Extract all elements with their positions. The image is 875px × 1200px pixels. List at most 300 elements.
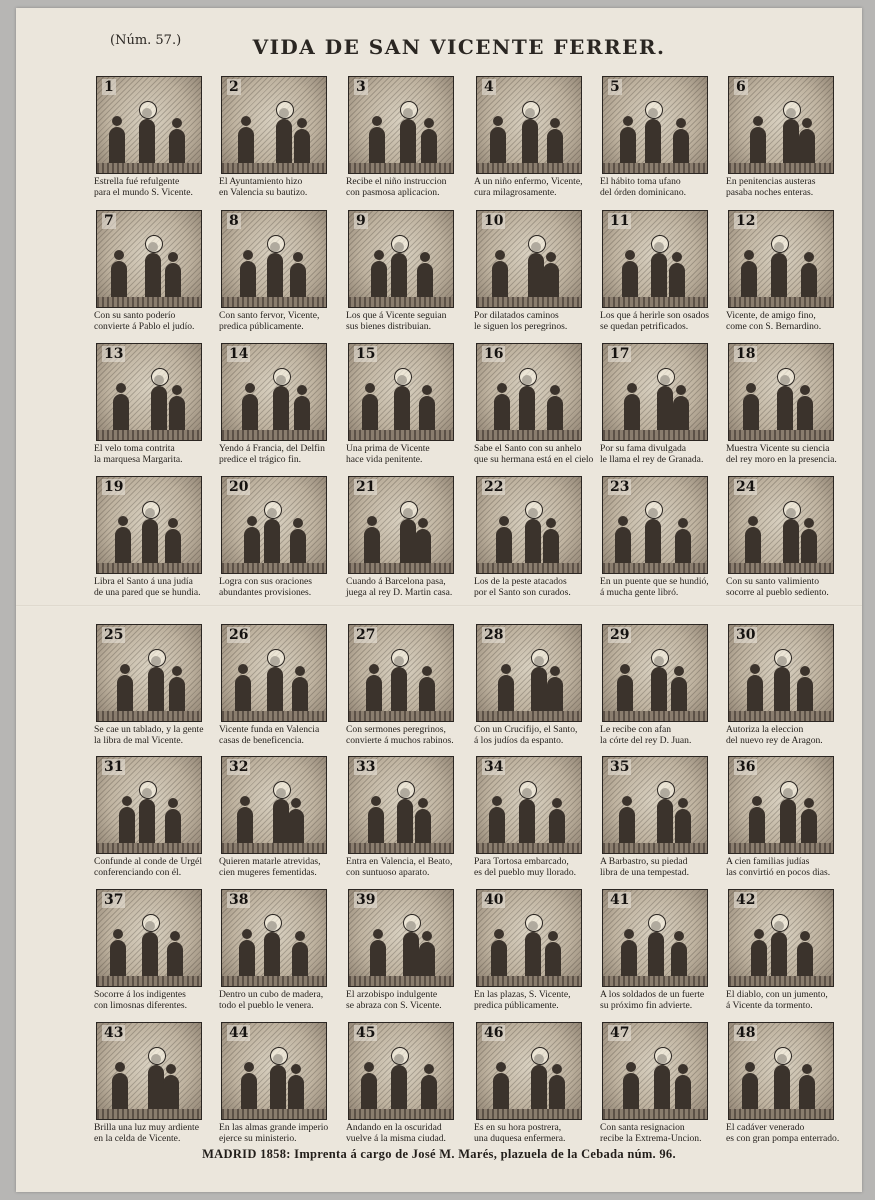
halo-shape bbox=[780, 781, 798, 799]
halo-shape bbox=[651, 649, 669, 667]
ground-shape bbox=[349, 163, 453, 173]
caption-line-2: del órden dominicano. bbox=[600, 187, 687, 198]
caption-line-2: come con S. Bernardino. bbox=[726, 321, 822, 332]
woodcut-illustration bbox=[728, 343, 834, 441]
woodcut-illustration bbox=[476, 1022, 582, 1120]
ground-shape bbox=[222, 163, 326, 173]
panel bbox=[221, 889, 333, 1023]
panel-caption bbox=[600, 310, 716, 332]
panel-number: 15 bbox=[356, 346, 376, 362]
figure-shape bbox=[267, 253, 283, 301]
figure-shape bbox=[783, 519, 799, 567]
figure-shape bbox=[244, 527, 260, 567]
woodcut-illustration bbox=[96, 343, 202, 441]
panel-caption bbox=[219, 310, 335, 332]
figure-shape bbox=[645, 119, 661, 167]
figure-shape bbox=[496, 527, 512, 567]
caption-line-2: convierte á muchos rabinos. bbox=[346, 735, 454, 746]
panel-number: 14 bbox=[229, 346, 249, 362]
figure-shape bbox=[543, 263, 559, 301]
halo-shape bbox=[531, 1047, 549, 1065]
figure-shape bbox=[368, 807, 384, 847]
panel-caption bbox=[474, 576, 590, 598]
figure-shape bbox=[620, 127, 636, 167]
woodcut-illustration bbox=[602, 756, 708, 854]
figure-shape bbox=[142, 932, 158, 980]
figure-shape bbox=[651, 667, 667, 715]
ground-shape bbox=[603, 563, 707, 573]
caption-line-2: conferenciando con él. bbox=[94, 867, 182, 878]
halo-shape bbox=[774, 649, 792, 667]
figure-shape bbox=[780, 799, 796, 847]
ground-shape bbox=[349, 1109, 453, 1119]
figure-shape bbox=[290, 263, 306, 301]
halo-shape bbox=[400, 101, 418, 119]
caption-line-2: predica públicamente. bbox=[219, 321, 304, 332]
panel-number: 29 bbox=[610, 627, 630, 643]
woodcut-illustration bbox=[728, 76, 834, 174]
woodcut-illustration bbox=[728, 889, 834, 987]
woodcut-illustration bbox=[221, 210, 327, 308]
halo-shape bbox=[645, 501, 663, 519]
figure-shape bbox=[783, 119, 799, 167]
caption-line-2: se quedan petrificados. bbox=[600, 321, 689, 332]
figure-shape bbox=[364, 527, 380, 567]
caption-line-2: una duquesa enfermera. bbox=[474, 1133, 566, 1144]
figure-shape bbox=[370, 940, 386, 980]
panel bbox=[348, 343, 460, 477]
halo-shape bbox=[145, 235, 163, 253]
figure-shape bbox=[366, 675, 382, 715]
woodcut-illustration bbox=[602, 343, 708, 441]
panel-number: 22 bbox=[484, 479, 504, 495]
halo-shape bbox=[264, 501, 282, 519]
figure-shape bbox=[403, 932, 419, 980]
figure-shape bbox=[490, 127, 506, 167]
panel-number: 10 bbox=[484, 213, 504, 229]
figure-shape bbox=[801, 809, 817, 847]
panel-caption bbox=[94, 1122, 210, 1144]
panel-number: 46 bbox=[484, 1025, 504, 1041]
caption-line-2: vuelve á la misma ciudad. bbox=[346, 1133, 446, 1144]
halo-shape bbox=[400, 501, 418, 519]
caption-line-2: ejerce su ministerio. bbox=[219, 1133, 297, 1144]
panel bbox=[348, 756, 460, 890]
figure-shape bbox=[494, 394, 510, 434]
panel-number: 44 bbox=[229, 1025, 249, 1041]
caption-line-2: sus bienes distribuian. bbox=[346, 321, 432, 332]
caption-line-2: pasaba noches enteras. bbox=[726, 187, 814, 198]
halo-shape bbox=[522, 101, 540, 119]
halo-shape bbox=[657, 781, 675, 799]
ground-shape bbox=[349, 711, 453, 721]
ground-shape bbox=[477, 1109, 581, 1119]
figure-shape bbox=[169, 129, 185, 167]
panel bbox=[728, 76, 840, 210]
panel bbox=[476, 1022, 588, 1156]
panel bbox=[728, 343, 840, 477]
caption-line-2: libra de una tempestad. bbox=[600, 867, 689, 878]
caption-line-1: Con su santo poderío bbox=[94, 310, 176, 321]
panel-caption bbox=[219, 856, 335, 878]
figure-shape bbox=[747, 675, 763, 715]
figure-shape bbox=[777, 386, 793, 434]
panel bbox=[348, 889, 460, 1023]
caption-line-2: predica públicamente. bbox=[474, 1000, 559, 1011]
ground-shape bbox=[222, 563, 326, 573]
panel-caption bbox=[219, 576, 335, 598]
panel bbox=[96, 889, 208, 1023]
caption-line-1: Se cae un tablado, y la gente bbox=[94, 724, 204, 735]
panel-number: 28 bbox=[484, 627, 504, 643]
figure-shape bbox=[799, 1075, 815, 1113]
figure-shape bbox=[547, 129, 563, 167]
figure-shape bbox=[148, 1065, 164, 1113]
figure-shape bbox=[397, 799, 413, 847]
panel bbox=[221, 76, 333, 210]
caption-line-1: Estrella fué refulgente bbox=[94, 176, 180, 187]
caption-line-1: Libra el Santo á una judía bbox=[94, 576, 193, 587]
panel-caption bbox=[726, 576, 842, 598]
figure-shape bbox=[797, 942, 813, 980]
caption-line-2: hace vida penitente. bbox=[346, 454, 423, 465]
halo-shape bbox=[774, 1047, 792, 1065]
caption-line-1: Muestra Vicente su ciencia bbox=[726, 443, 830, 454]
woodcut-illustration bbox=[728, 624, 834, 722]
panel bbox=[96, 76, 208, 210]
figure-shape bbox=[165, 529, 181, 567]
ground-shape bbox=[97, 1109, 201, 1119]
figure-shape bbox=[549, 809, 565, 847]
ground-shape bbox=[97, 430, 201, 440]
figure-shape bbox=[294, 129, 310, 167]
figure-shape bbox=[361, 1073, 377, 1113]
ground-shape bbox=[477, 843, 581, 853]
figure-shape bbox=[675, 809, 691, 847]
figure-shape bbox=[240, 261, 256, 301]
panel-number: 17 bbox=[610, 346, 630, 362]
caption-line-2: por el Santo son curados. bbox=[474, 587, 571, 598]
figure-shape bbox=[673, 129, 689, 167]
panel-number: 26 bbox=[229, 627, 249, 643]
caption-line-2: convierte á Pablo el judío. bbox=[94, 321, 195, 332]
figure-shape bbox=[288, 809, 304, 847]
figure-shape bbox=[151, 386, 167, 434]
figure-shape bbox=[489, 807, 505, 847]
figure-shape bbox=[797, 396, 813, 434]
caption-line-2: es con gran pompa enterrado. bbox=[726, 1133, 840, 1144]
halo-shape bbox=[148, 1047, 166, 1065]
panel-caption bbox=[346, 856, 462, 878]
caption-line-1: El hábito toma ufano bbox=[600, 176, 681, 187]
caption-line-2: en Valencia su bautizo. bbox=[219, 187, 308, 198]
halo-shape bbox=[270, 1047, 288, 1065]
ground-shape bbox=[222, 1109, 326, 1119]
panel-number: 19 bbox=[104, 479, 124, 495]
figure-shape bbox=[774, 1065, 790, 1113]
panel-number: 30 bbox=[736, 627, 756, 643]
figure-shape bbox=[276, 119, 292, 167]
figure-shape bbox=[525, 519, 541, 567]
halo-shape bbox=[391, 1047, 409, 1065]
panel-number: 18 bbox=[736, 346, 756, 362]
figure-shape bbox=[519, 799, 535, 847]
caption-line-2: para el mundo S. Vicente. bbox=[94, 187, 193, 198]
caption-line-2: la marquesa Margarita. bbox=[94, 454, 183, 465]
caption-line-2: á Vicente da tormento. bbox=[726, 1000, 813, 1011]
caption-line-2: casas de beneficencia. bbox=[219, 735, 304, 746]
figure-shape bbox=[241, 1073, 257, 1113]
caption-line-1: Los que á Vicente seguian bbox=[346, 310, 447, 321]
caption-line-1: Los de la peste atacados bbox=[474, 576, 567, 587]
halo-shape bbox=[654, 1047, 672, 1065]
figure-shape bbox=[547, 677, 563, 715]
caption-line-2: las convirtió en pocos dias. bbox=[726, 867, 831, 878]
panel-caption bbox=[219, 1122, 335, 1144]
woodcut-illustration bbox=[221, 624, 327, 722]
figure-shape bbox=[528, 253, 544, 301]
figure-shape bbox=[801, 263, 817, 301]
panel-caption bbox=[474, 1122, 590, 1144]
caption-line-2: con limosnas diferentes. bbox=[94, 1000, 187, 1011]
panel bbox=[602, 343, 714, 477]
figure-shape bbox=[111, 261, 127, 301]
panel-caption bbox=[94, 989, 210, 1011]
panel-caption bbox=[94, 576, 210, 598]
caption-line-1: El diablo, con un jumento, bbox=[726, 989, 828, 1000]
halo-shape bbox=[771, 235, 789, 253]
panel-number: 36 bbox=[736, 759, 756, 775]
figure-shape bbox=[362, 394, 378, 434]
caption-line-2: que su hermana está en el cielo bbox=[474, 454, 594, 465]
caption-line-2: le siguen los peregrinos. bbox=[474, 321, 568, 332]
woodcut-illustration bbox=[728, 476, 834, 574]
caption-line-1: A un niño enfermo, Vicente, bbox=[474, 176, 583, 187]
figure-shape bbox=[415, 809, 431, 847]
panel bbox=[221, 624, 333, 758]
woodcut-illustration bbox=[728, 756, 834, 854]
ground-shape bbox=[603, 297, 707, 307]
figure-shape bbox=[749, 807, 765, 847]
panel-caption bbox=[600, 989, 716, 1011]
panel bbox=[728, 476, 840, 610]
halo-shape bbox=[276, 101, 294, 119]
figure-shape bbox=[774, 667, 790, 715]
caption-line-2: recibe la Extrema-Uncion. bbox=[600, 1133, 702, 1144]
caption-line-2: con suntuoso aparato. bbox=[346, 867, 430, 878]
panel-number: 13 bbox=[104, 346, 124, 362]
ground-shape bbox=[729, 297, 833, 307]
panel-caption bbox=[726, 856, 842, 878]
figure-shape bbox=[801, 529, 817, 567]
woodcut-illustration bbox=[96, 756, 202, 854]
caption-line-2: del nuevo rey de Aragon. bbox=[726, 735, 823, 746]
woodcut-illustration bbox=[348, 210, 454, 308]
panel-caption bbox=[600, 856, 716, 878]
woodcut-illustration bbox=[728, 210, 834, 308]
panel bbox=[602, 1022, 714, 1156]
panel-caption bbox=[474, 310, 590, 332]
panel-caption bbox=[219, 989, 335, 1011]
caption-line-1: En penitencias austeras bbox=[726, 176, 816, 187]
figure-shape bbox=[288, 1075, 304, 1113]
woodcut-illustration bbox=[602, 624, 708, 722]
panel-number: 25 bbox=[104, 627, 124, 643]
panel-caption bbox=[94, 310, 210, 332]
figure-shape bbox=[391, 253, 407, 301]
panel-number: 34 bbox=[484, 759, 504, 775]
panel-number: 7 bbox=[104, 213, 114, 229]
woodcut-illustration bbox=[96, 476, 202, 574]
panel-caption bbox=[346, 576, 462, 598]
caption-line-1: Por su fama divulgada bbox=[600, 443, 687, 454]
figure-shape bbox=[531, 1065, 547, 1113]
halo-shape bbox=[783, 101, 801, 119]
figure-shape bbox=[292, 942, 308, 980]
caption-line-2: juega al rey D. Martin casa. bbox=[346, 587, 453, 598]
caption-line-2: se abraza con S. Vicente. bbox=[346, 1000, 442, 1011]
halo-shape bbox=[394, 368, 412, 386]
halo-shape bbox=[783, 501, 801, 519]
figure-shape bbox=[394, 386, 410, 434]
ground-shape bbox=[222, 843, 326, 853]
figure-shape bbox=[292, 677, 308, 715]
panel bbox=[728, 1022, 840, 1156]
figure-shape bbox=[671, 942, 687, 980]
panel-caption bbox=[219, 443, 335, 465]
panel-caption bbox=[726, 989, 842, 1011]
panel-caption bbox=[346, 310, 462, 332]
caption-line-1: El cadáver venerado bbox=[726, 1122, 805, 1133]
panel-number: 8 bbox=[229, 213, 239, 229]
caption-line-1: Con santo fervor, Vicente, bbox=[219, 310, 320, 321]
panel-caption bbox=[219, 176, 335, 198]
panel bbox=[96, 624, 208, 758]
ground-shape bbox=[603, 976, 707, 986]
panel bbox=[476, 756, 588, 890]
figure-shape bbox=[112, 1073, 128, 1113]
panel-number: 40 bbox=[484, 892, 504, 908]
panel bbox=[476, 889, 588, 1023]
caption-line-1: En las almas grande imperio bbox=[219, 1122, 329, 1133]
panel-number: 2 bbox=[229, 79, 239, 95]
figure-shape bbox=[237, 807, 253, 847]
caption-line-2: su próximo fin advierte. bbox=[600, 1000, 693, 1011]
figure-shape bbox=[391, 1065, 407, 1113]
halo-shape bbox=[397, 781, 415, 799]
ground-shape bbox=[603, 711, 707, 721]
panel-number: 5 bbox=[610, 79, 620, 95]
panel bbox=[96, 210, 208, 344]
ground-shape bbox=[349, 976, 453, 986]
halo-shape bbox=[519, 781, 537, 799]
page-title: VIDA DE SAN VICENTE FERRER. bbox=[252, 35, 666, 59]
caption-line-2: con pasmosa aplicacion. bbox=[346, 187, 440, 198]
halo-shape bbox=[273, 368, 291, 386]
figure-shape bbox=[139, 119, 155, 167]
ground-shape bbox=[222, 297, 326, 307]
panel-number: 35 bbox=[610, 759, 630, 775]
panel-caption bbox=[94, 176, 210, 198]
figure-shape bbox=[270, 1065, 286, 1113]
figure-shape bbox=[799, 129, 815, 167]
woodcut-illustration bbox=[348, 476, 454, 574]
figure-shape bbox=[742, 1073, 758, 1113]
figure-shape bbox=[400, 119, 416, 167]
panel bbox=[728, 889, 840, 1023]
caption-line-2: le llama el rey de Granada. bbox=[600, 454, 704, 465]
figure-shape bbox=[419, 942, 435, 980]
halo-shape bbox=[651, 235, 669, 253]
caption-line-2: es del pueblo muy llorado. bbox=[474, 867, 577, 878]
panel bbox=[348, 76, 460, 210]
halo-shape bbox=[403, 914, 421, 932]
panel-caption bbox=[726, 176, 842, 198]
figure-shape bbox=[797, 677, 813, 715]
panel bbox=[96, 756, 208, 890]
panel bbox=[728, 756, 840, 890]
woodcut-illustration bbox=[96, 76, 202, 174]
woodcut-illustration bbox=[602, 889, 708, 987]
panel-number: 23 bbox=[610, 479, 630, 495]
ground-shape bbox=[477, 711, 581, 721]
halo-shape bbox=[645, 101, 663, 119]
halo-shape bbox=[267, 235, 285, 253]
panel-caption bbox=[726, 310, 842, 332]
figure-shape bbox=[493, 1073, 509, 1113]
caption-line-1: Con sermones peregrinos, bbox=[346, 724, 446, 735]
figure-shape bbox=[267, 667, 283, 715]
figure-shape bbox=[165, 809, 181, 847]
panel-number: 32 bbox=[229, 759, 249, 775]
caption-line-1: Sabe el Santo con su anhelo bbox=[474, 443, 582, 454]
figure-shape bbox=[290, 529, 306, 567]
panel-number: 6 bbox=[736, 79, 746, 95]
woodcut-illustration bbox=[602, 76, 708, 174]
figure-shape bbox=[673, 396, 689, 434]
halo-shape bbox=[525, 914, 543, 932]
ground-shape bbox=[97, 843, 201, 853]
panel-caption bbox=[600, 443, 716, 465]
figure-shape bbox=[417, 263, 433, 301]
caption-line-1: Con su santo valimiento bbox=[726, 576, 820, 587]
figure-shape bbox=[421, 129, 437, 167]
caption-line-1: Es en su hora postrera, bbox=[474, 1122, 562, 1133]
halo-shape bbox=[264, 914, 282, 932]
woodcut-illustration bbox=[221, 1022, 327, 1120]
ground-shape bbox=[477, 297, 581, 307]
halo-shape bbox=[142, 501, 160, 519]
woodcut-illustration bbox=[348, 76, 454, 174]
figure-shape bbox=[750, 127, 766, 167]
woodcut-illustration bbox=[96, 210, 202, 308]
panel-number: 39 bbox=[356, 892, 376, 908]
halo-shape bbox=[657, 368, 675, 386]
halo-shape bbox=[777, 368, 795, 386]
ground-shape bbox=[97, 297, 201, 307]
panel-number: 42 bbox=[736, 892, 756, 908]
ground-shape bbox=[603, 843, 707, 853]
caption-line-1: Confunde al conde de Urgél bbox=[94, 856, 202, 867]
figure-shape bbox=[235, 675, 251, 715]
ground-shape bbox=[477, 430, 581, 440]
caption-line-1: Andando en la oscuridad bbox=[346, 1122, 442, 1133]
figure-shape bbox=[165, 263, 181, 301]
figure-shape bbox=[624, 394, 640, 434]
caption-line-2: en la celda de Vicente. bbox=[94, 1133, 181, 1144]
halo-shape bbox=[273, 781, 291, 799]
panel-number: 9 bbox=[356, 213, 366, 229]
